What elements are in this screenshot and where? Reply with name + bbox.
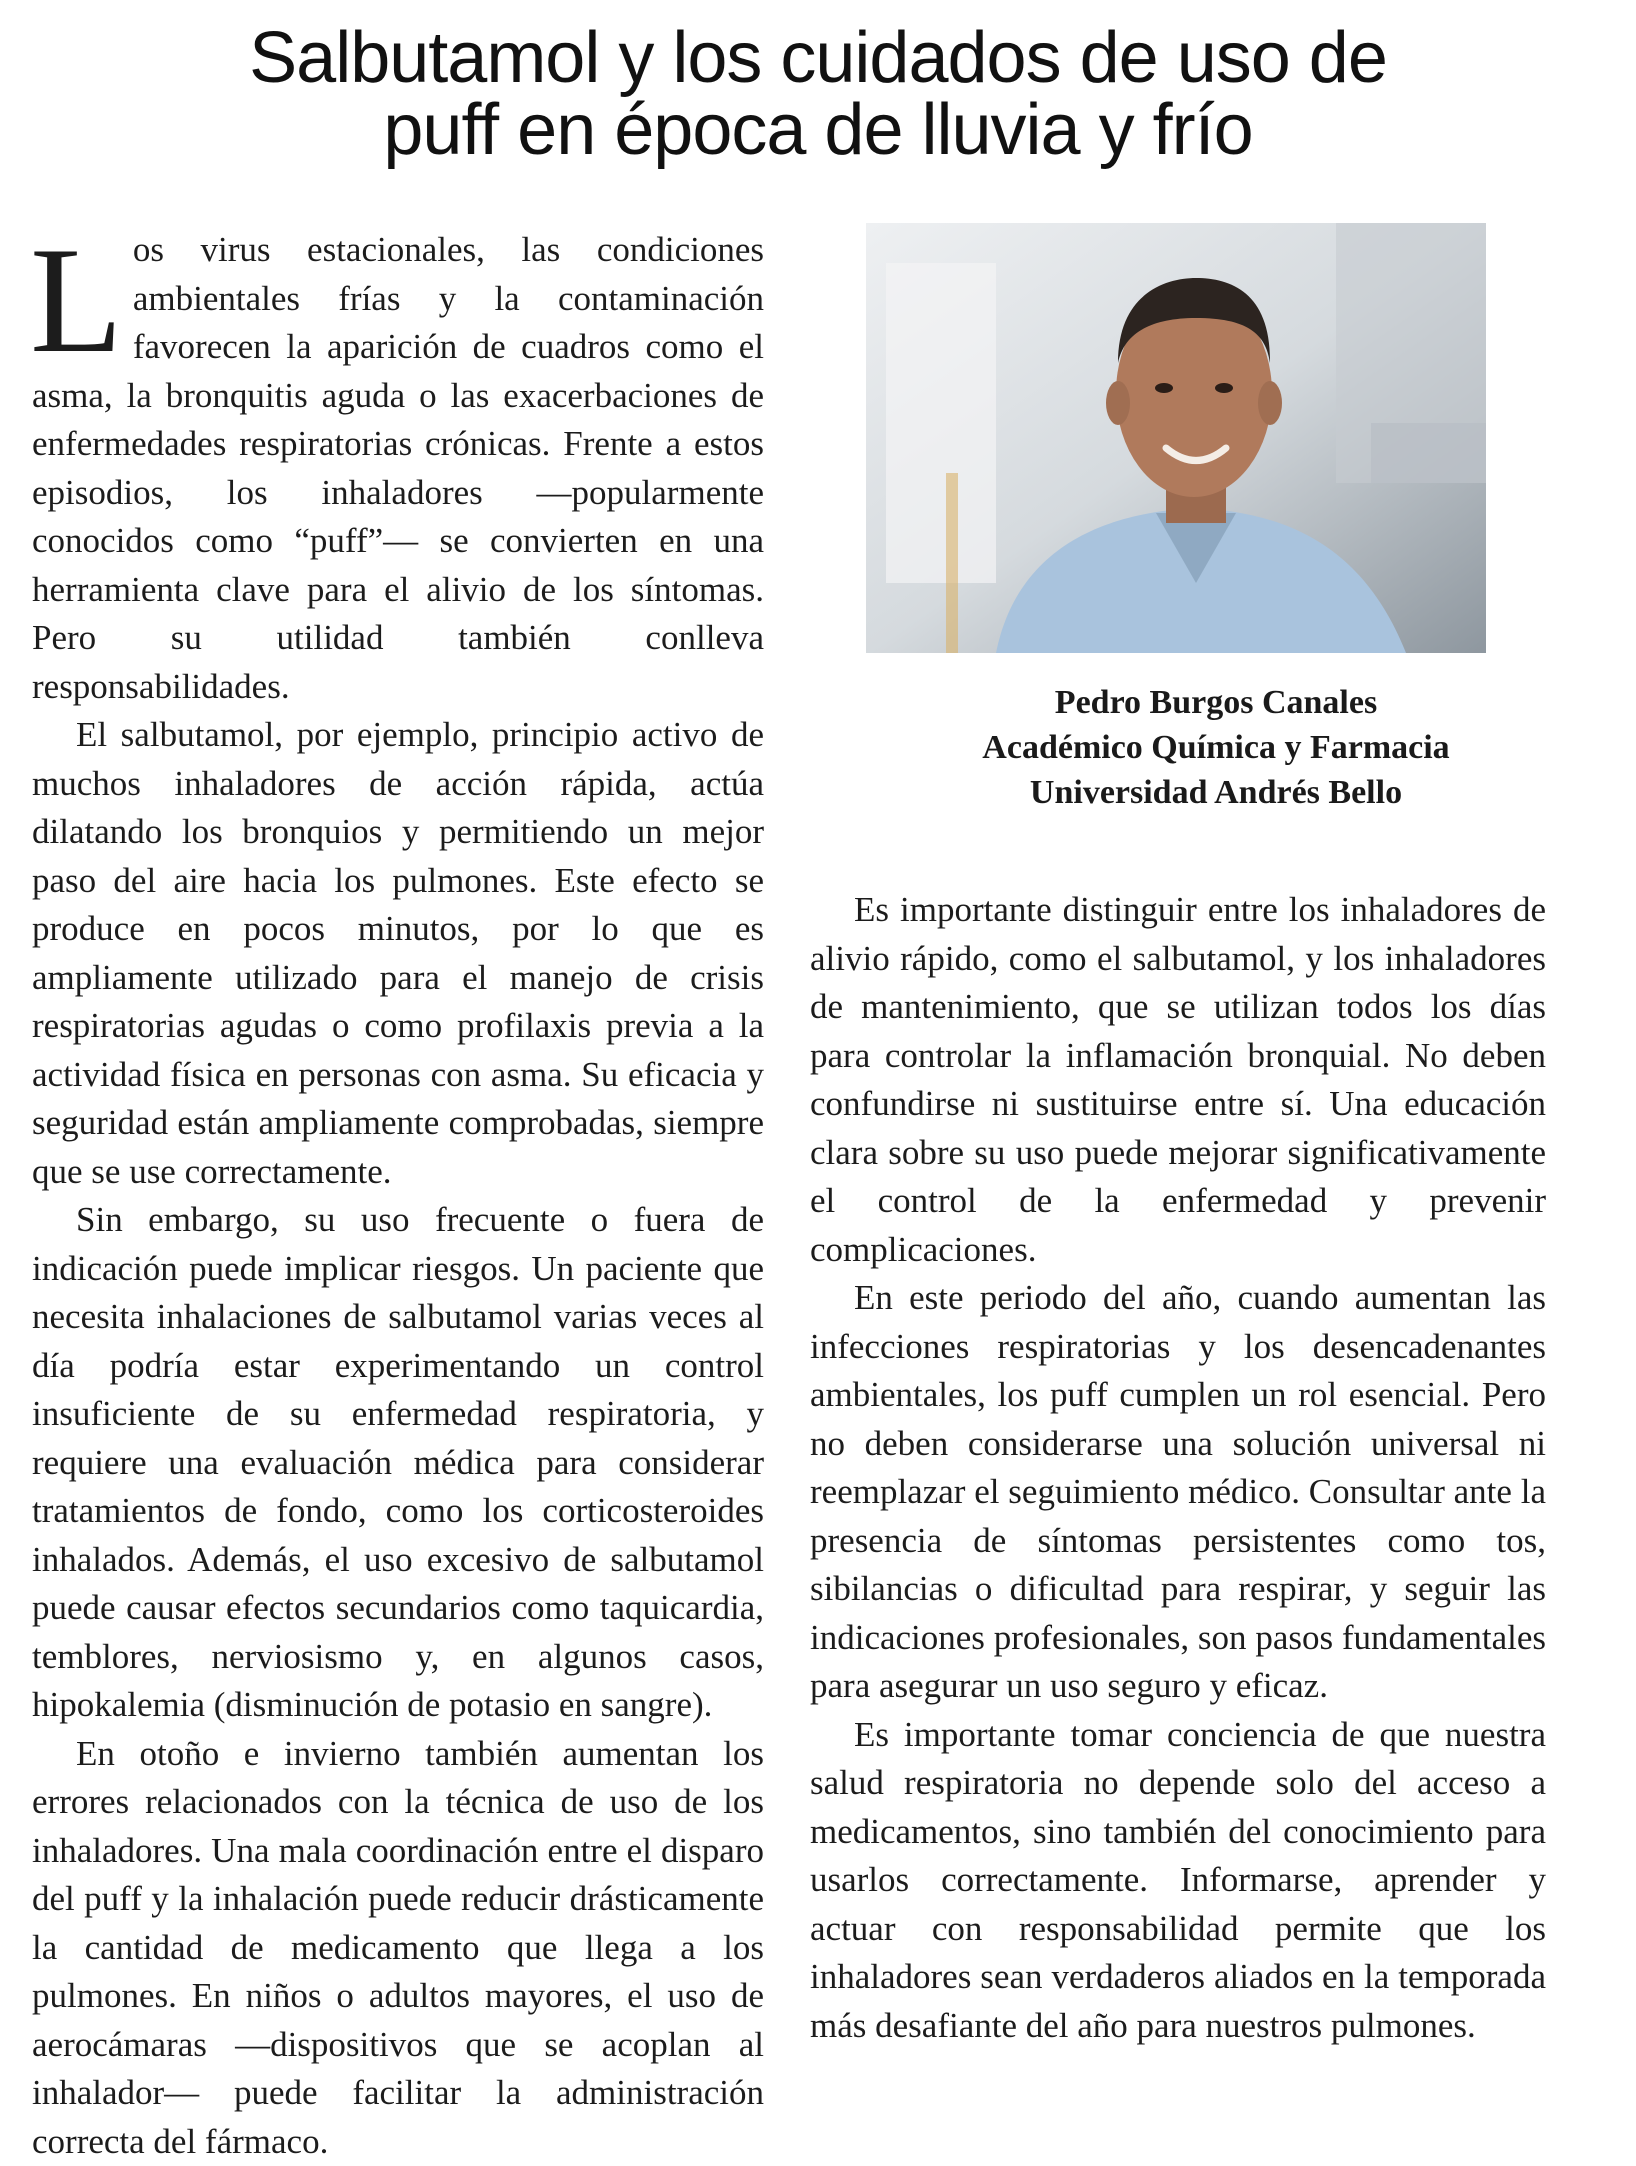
author-role: Académico Química y Farmacia bbox=[866, 725, 1566, 770]
author-institution: Universidad Andrés Bello bbox=[866, 770, 1566, 815]
headline-line-2: puff en época de lluvia y frío bbox=[60, 94, 1576, 166]
paragraph-1-text: os virus estacionales, las condiciones ambientales frías y la contaminación favorecen la aparición de cuadros como el asma, la bronquitis aguda o las exacerbaciones de enfermedades respiratorias crónicas. Frente a estos episodios, los inhaladores —popularmente conocidos como “puff”— se convierten en una herramienta clave para el alivio de los síntomas. Pero su utilidad también conlleva responsabilidades. bbox=[32, 230, 764, 706]
left-column bbox=[32, 226, 764, 2166]
paragraph-6: En este periodo del año, cuando aumentan las infecciones respiratorias y los desencadenantes ambientales, los puff cumplen un rol esencial. Pero no deben considerarse una solución universal ni reemplazar el seguimiento médico. Consultar ante la presencia de síntomas persistentes como tos, sibilancias o dificultad para respirar, y seguir las indicaciones profesionales, son pasos fundamentales para asegurar un uso seguro y eficaz. bbox=[810, 1274, 1546, 1711]
headline-line-1: Salbutamol y los cuidados de uso de bbox=[60, 22, 1576, 94]
author-caption bbox=[866, 680, 1566, 815]
paragraph-5: Es importante distinguir entre los inhaladores de alivio rápido, como el salbutamol, y los inhaladores de mantenimiento, que se utilizan todos los días para controlar la inflamación bronquial. No deben confundirse ni sustituirse entre sí. Una educación clara sobre su uso puede mejorar significativamente el control de la enfermedad y prevenir complicaciones. bbox=[810, 886, 1546, 1274]
paragraph-1 bbox=[32, 226, 764, 711]
author-photo bbox=[866, 223, 1486, 653]
author-name: Pedro Burgos Canales bbox=[866, 680, 1566, 725]
drop-cap: L bbox=[30, 240, 123, 360]
right-column bbox=[810, 886, 1546, 2050]
article-headline bbox=[60, 22, 1576, 166]
paragraph-4: En otoño e invierno también aumentan los errores relacionados con la técnica de uso de los inhaladores. Una mala coordinación entre el disparo del puff y la inhalación puede reducir drásticamente la cantidad de medicamento que llega a los pulmones. En niños o adultos mayores, el uso de aerocámaras —dispositivos que se acoplan al inhalador— puede facilitar la administración correcta del fármaco. bbox=[32, 1730, 764, 2166]
paragraph-7: Es importante tomar conciencia de que nuestra salud respiratoria no depende solo del acceso a medicamentos, sino también del conocimiento para usarlos correctamente. Informarse, aprender y actuar con responsabilidad permite que los inhaladores sean verdaderos aliados en la temporada más desafiante del año para nuestros pulmones. bbox=[810, 1711, 1546, 2051]
author-portrait-illustration bbox=[866, 223, 1486, 653]
paragraph-3: Sin embargo, su uso frecuente o fuera de indicación puede implicar riesgos. Un paciente que necesita inhalaciones de salbutamol varias veces al día podría estar experimentando un control insuficiente de su enfermedad respiratoria, y requiere una evaluación médica para considerar tratamientos de fondo, como los corticosteroides inhalados. Además, el uso excesivo de salbutamol puede causar efectos secundarios como taquicardia, temblores, nerviosismo y, en algunos casos, hipokalemia (disminución de potasio en sangre). bbox=[32, 1196, 764, 1730]
paragraph-2: El salbutamol, por ejemplo, principio activo de muchos inhaladores de acción rápida, actúa dilatando los bronquios y permitiendo un mejor paso del aire hacia los pulmones. Este efecto se produce en pocos minutos, por lo que es ampliamente utilizado para el manejo de crisis respiratorias agudas o como profilaxis previa a la actividad física en personas con asma. Su eficacia y seguridad están ampliamente comprobadas, siempre que se use correctamente. bbox=[32, 711, 764, 1196]
